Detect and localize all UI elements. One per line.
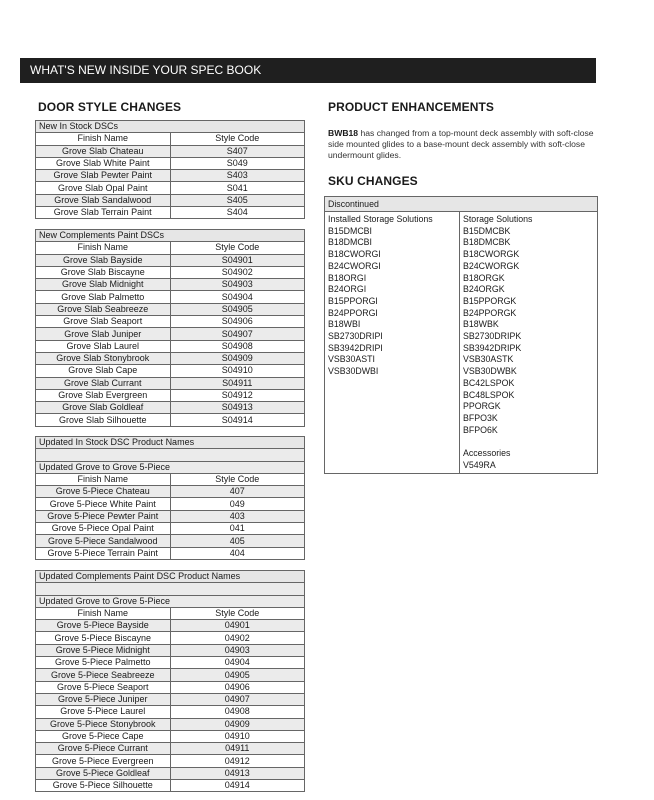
finish-name-cell: Grove Slab Palmetto — [36, 291, 171, 303]
style-code-cell: S04906 — [170, 316, 305, 328]
style-code-cell: S041 — [170, 182, 305, 194]
sku-item: SB3942DRIPK — [463, 342, 522, 353]
finish-name-header: Finish Name — [36, 607, 171, 619]
finish-name-header: Finish Name — [36, 133, 171, 145]
sku-item: SB2730DRIPK — [463, 331, 522, 342]
sku-item: B24ORGI — [328, 284, 367, 295]
finish-name-cell: Grove Slab Biscayne — [36, 266, 171, 278]
updated-in-stock-names-table — [35, 436, 305, 560]
updated-complements-names-table — [35, 570, 305, 792]
discontinued-header: Discontinued — [325, 197, 597, 212]
table-row — [36, 547, 305, 559]
table-row — [36, 389, 305, 401]
installed-storage-title: Installed Storage Solutions — [328, 214, 433, 224]
table-row — [36, 279, 305, 291]
finish-name-cell: Grove 5-Piece Goldleaf — [36, 767, 171, 779]
finish-name-cell: Grove Slab Chateau — [36, 145, 171, 157]
section-banner: WHAT'S NEW INSIDE YOUR SPEC BOOK — [20, 58, 596, 83]
style-code-cell: 405 — [170, 535, 305, 547]
sku-item: B24CWORGI — [328, 260, 381, 271]
style-code-cell: 403 — [170, 510, 305, 522]
style-code-cell: 04908 — [170, 706, 305, 718]
sku-item: VSB30DWBI — [328, 366, 379, 377]
table-row — [36, 266, 305, 278]
table-row — [36, 157, 305, 169]
table-row — [36, 498, 305, 510]
sku-item: B15PPORGK — [463, 295, 517, 306]
sku-changes-heading: SKU CHANGES — [328, 174, 418, 188]
table-subtitle: Updated Grove to Grove 5-Piece — [36, 595, 305, 607]
enhancement-text: has changed from a top-mount deck assembly with soft-close side mounted glides to a base-mount deck assembly with soft-close undermount glides. — [328, 128, 594, 160]
table-row — [36, 510, 305, 522]
style-code-cell: S049 — [170, 157, 305, 169]
product-enhancements-heading: PRODUCT ENHANCEMENTS — [328, 100, 495, 114]
style-code-cell: 04911 — [170, 743, 305, 755]
table-row — [36, 328, 305, 340]
sku-item: B18ORGI — [328, 272, 367, 283]
table-title-row — [36, 437, 305, 449]
finish-name-cell: Grove Slab Juniper — [36, 328, 171, 340]
sku-gap — [463, 436, 594, 448]
sku-item: B18WBI — [328, 319, 361, 330]
finish-name-cell: Grove 5-Piece Seabreeze — [36, 669, 171, 681]
finish-name-cell: Grove Slab Bayside — [36, 254, 171, 266]
finish-name-cell: Grove Slab Silhouette — [36, 414, 171, 426]
sku-item: B24PPORGK — [463, 307, 517, 318]
style-code-cell: 041 — [170, 523, 305, 535]
table-row — [36, 254, 305, 266]
table-row — [36, 693, 305, 705]
style-code-cell: 04902 — [170, 632, 305, 644]
style-code-cell: S04905 — [170, 303, 305, 315]
sku-item: B18CWORGK — [463, 249, 520, 260]
style-code-cell: S04911 — [170, 377, 305, 389]
table-row — [36, 743, 305, 755]
style-code-cell: S04907 — [170, 328, 305, 340]
table-subtitle-row — [36, 595, 305, 607]
finish-name-cell: Grove Slab Opal Paint — [36, 182, 171, 194]
table-row — [36, 718, 305, 730]
table-row — [36, 377, 305, 389]
table-title: Updated Complements Paint DSC Product Names — [36, 571, 305, 583]
table-title: New In Stock DSCs — [36, 121, 305, 133]
table-row — [36, 535, 305, 547]
sku-item: VSB30ASTI — [328, 354, 375, 365]
style-code-cell: 04909 — [170, 718, 305, 730]
storage-solutions-title: Storage Solutions — [463, 214, 533, 224]
table-row — [36, 402, 305, 414]
spacer-cell — [36, 449, 305, 461]
style-code-cell: 04904 — [170, 657, 305, 669]
sku-item: V549RA — [463, 459, 496, 470]
style-code-cell: S407 — [170, 145, 305, 157]
style-code-cell: S04902 — [170, 266, 305, 278]
finish-name-cell: Grove 5-Piece Stonybrook — [36, 718, 171, 730]
table-title: New Complements Paint DSCs — [36, 230, 305, 242]
finish-name-cell: Grove 5-Piece White Paint — [36, 498, 171, 510]
table-row — [36, 207, 305, 219]
finish-name-cell: Grove 5-Piece Terrain Paint — [36, 547, 171, 559]
table-row — [36, 681, 305, 693]
finish-name-cell: Grove Slab Pewter Paint — [36, 170, 171, 182]
style-code-header: Style Code — [170, 133, 305, 145]
style-code-cell: S04903 — [170, 279, 305, 291]
new-complements-table — [35, 229, 305, 427]
spacer-row — [36, 583, 305, 595]
style-code-cell: 04910 — [170, 730, 305, 742]
table-row — [36, 523, 305, 535]
spacer-cell — [36, 583, 305, 595]
table-row — [36, 620, 305, 632]
finish-name-cell: Grove 5-Piece Silhouette — [36, 780, 171, 792]
table-title-row — [36, 571, 305, 583]
table-row — [36, 486, 305, 498]
style-code-cell: 04907 — [170, 693, 305, 705]
sku-item: B15PPORGI — [328, 295, 378, 306]
finish-name-header: Finish Name — [36, 473, 171, 485]
sku-item: BFPO3K — [463, 412, 498, 423]
finish-name-cell: Grove 5-Piece Opal Paint — [36, 523, 171, 535]
style-code-cell: S04912 — [170, 389, 305, 401]
table-title-row — [36, 230, 305, 242]
finish-name-cell: Grove 5-Piece Evergreen — [36, 755, 171, 767]
style-code-cell: 04906 — [170, 681, 305, 693]
finish-name-cell: Grove 5-Piece Juniper — [36, 693, 171, 705]
finish-name-cell: Grove Slab Sandalwood — [36, 194, 171, 206]
enhancement-sku: BWB18 — [328, 128, 359, 138]
sku-item: B24PPORGI — [328, 307, 378, 318]
finish-name-cell: Grove Slab Goldleaf — [36, 402, 171, 414]
finish-name-cell: Grove 5-Piece Biscayne — [36, 632, 171, 644]
finish-name-cell: Grove 5-Piece Laurel — [36, 706, 171, 718]
finish-name-cell: Grove 5-Piece Seaport — [36, 681, 171, 693]
sku-item: SB3942DRIPI — [328, 342, 383, 353]
sku-item: B18CWORGI — [328, 249, 381, 260]
finish-name-cell: Grove Slab Currant — [36, 377, 171, 389]
style-code-cell: 04912 — [170, 755, 305, 767]
finish-name-cell: Grove 5-Piece Cape — [36, 730, 171, 742]
table-row — [36, 352, 305, 364]
finish-name-cell: Grove Slab Midnight — [36, 279, 171, 291]
sku-item: B15DMCBK — [463, 225, 511, 236]
finish-name-cell: Grove Slab Evergreen — [36, 389, 171, 401]
sku-item: PPORGK — [463, 401, 501, 412]
sku-item: SB2730DRIPI — [328, 331, 383, 342]
table-row — [36, 644, 305, 656]
style-code-cell: 04914 — [170, 780, 305, 792]
header-row — [36, 133, 305, 145]
table-title: Updated In Stock DSC Product Names — [36, 437, 305, 449]
style-code-cell: 04901 — [170, 620, 305, 632]
table-row — [36, 780, 305, 792]
finish-name-cell: Grove 5-Piece Bayside — [36, 620, 171, 632]
style-code-cell: 04905 — [170, 669, 305, 681]
style-code-header: Style Code — [170, 242, 305, 254]
sku-item: B18ORGK — [463, 272, 505, 283]
style-code-cell: S04910 — [170, 365, 305, 377]
table-row — [36, 170, 305, 182]
finish-name-cell: Grove 5-Piece Sandalwood — [36, 535, 171, 547]
finish-name-cell: Grove Slab Seaport — [36, 316, 171, 328]
spacer-row — [36, 449, 305, 461]
table-row — [36, 182, 305, 194]
style-code-cell: 04903 — [170, 644, 305, 656]
door-style-heading: DOOR STYLE CHANGES — [38, 100, 182, 114]
table-row — [36, 303, 305, 315]
style-code-cell: S04909 — [170, 352, 305, 364]
finish-name-cell: Grove 5-Piece Pewter Paint — [36, 510, 171, 522]
table-row — [36, 145, 305, 157]
sku-item: BFPO6K — [463, 424, 498, 435]
table-row — [36, 632, 305, 644]
table-title-row — [36, 121, 305, 133]
sku-item: B18DMCBI — [328, 237, 372, 248]
table-row — [36, 669, 305, 681]
finish-name-cell: Grove 5-Piece Midnight — [36, 644, 171, 656]
style-code-cell: S04904 — [170, 291, 305, 303]
new-in-stock-table — [35, 120, 305, 219]
sku-item: B18WBK — [463, 319, 499, 330]
table-row — [36, 706, 305, 718]
finish-name-cell: Grove Slab White Paint — [36, 157, 171, 169]
header-row — [36, 242, 305, 254]
style-code-cell: S04913 — [170, 402, 305, 414]
style-code-cell: S04908 — [170, 340, 305, 352]
style-code-cell: 404 — [170, 547, 305, 559]
style-code-header: Style Code — [170, 473, 305, 485]
finish-name-header: Finish Name — [36, 242, 171, 254]
table-row — [36, 340, 305, 352]
sku-item: VSB30DWBK — [463, 366, 517, 377]
style-code-cell: S404 — [170, 207, 305, 219]
table-row — [36, 767, 305, 779]
table-row — [36, 755, 305, 767]
table-row — [36, 365, 305, 377]
finish-name-cell: Grove Slab Cape — [36, 365, 171, 377]
finish-name-cell: Grove Slab Seabreeze — [36, 303, 171, 315]
table-row — [36, 291, 305, 303]
storage-solutions-column — [460, 212, 597, 473]
finish-name-cell: Grove 5-Piece Palmetto — [36, 657, 171, 669]
style-code-cell: S04901 — [170, 254, 305, 266]
table-row — [36, 414, 305, 426]
enhancement-paragraph — [328, 128, 598, 161]
header-row — [36, 473, 305, 485]
finish-name-cell: Grove Slab Laurel — [36, 340, 171, 352]
installed-storage-column — [325, 212, 460, 473]
style-code-cell: S04914 — [170, 414, 305, 426]
table-subtitle: Updated Grove to Grove 5-Piece — [36, 461, 305, 473]
finish-name-cell: Grove 5-Piece Chateau — [36, 486, 171, 498]
style-code-cell: 407 — [170, 486, 305, 498]
finish-name-cell: Grove Slab Terrain Paint — [36, 207, 171, 219]
sku-item: B15DMCBI — [328, 225, 372, 236]
sku-item: BC48LSPOK — [463, 389, 515, 400]
sku-item: B24ORGK — [463, 284, 505, 295]
table-subtitle-row — [36, 461, 305, 473]
style-code-cell: S405 — [170, 194, 305, 206]
accessories-title: Accessories — [463, 448, 511, 459]
style-code-header: Style Code — [170, 607, 305, 619]
sku-item: B18DMCBK — [463, 237, 511, 248]
sku-changes-table — [324, 196, 598, 474]
sku-item: VSB30ASTK — [463, 354, 514, 365]
sku-item: B24CWORGK — [463, 260, 520, 271]
table-row — [36, 194, 305, 206]
sku-item: BC42LSPOK — [463, 377, 515, 388]
style-code-cell: S403 — [170, 170, 305, 182]
header-row — [36, 607, 305, 619]
finish-name-cell: Grove Slab Stonybrook — [36, 352, 171, 364]
table-row — [36, 316, 305, 328]
style-code-cell: 049 — [170, 498, 305, 510]
table-row — [36, 657, 305, 669]
finish-name-cell: Grove 5-Piece Currant — [36, 743, 171, 755]
style-code-cell: 04913 — [170, 767, 305, 779]
table-row — [36, 730, 305, 742]
